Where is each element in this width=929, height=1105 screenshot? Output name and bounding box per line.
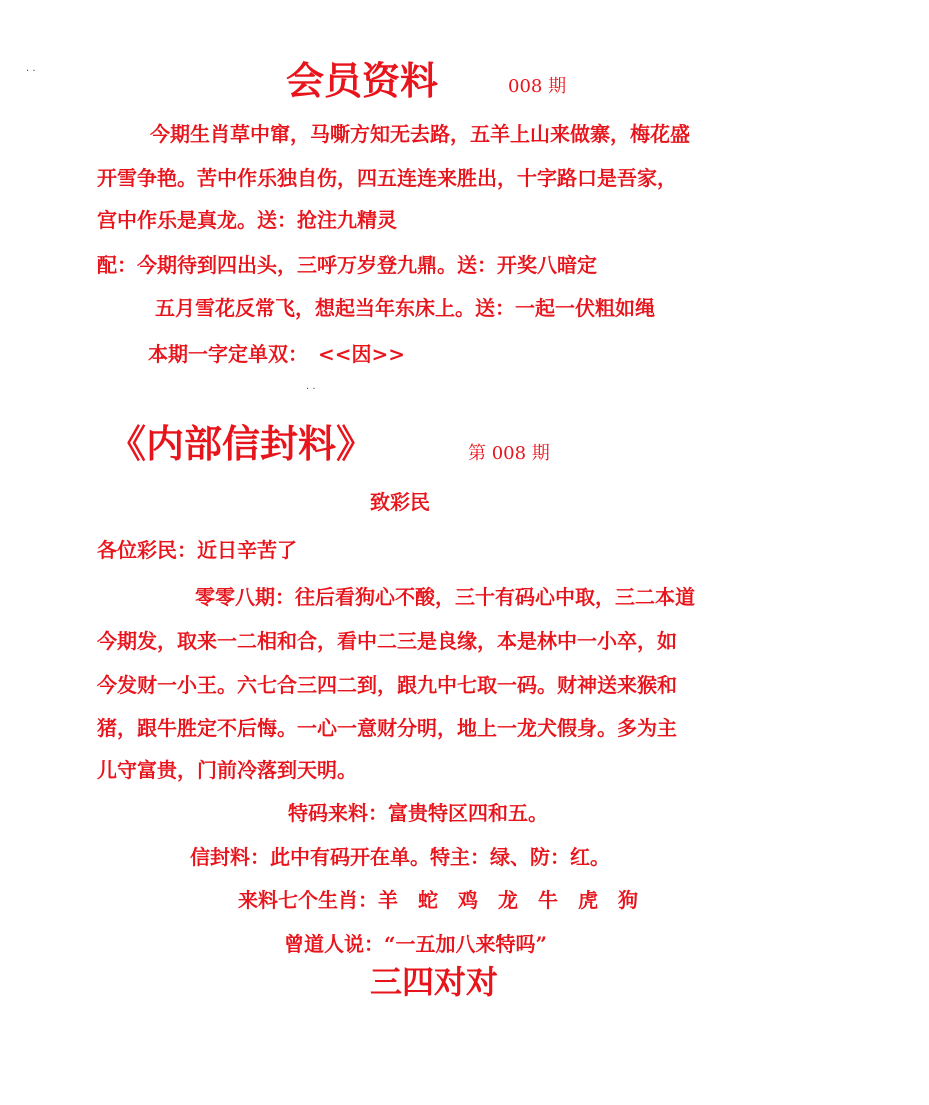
envelope-paragraph-line: 猪，跟牛胜定不后悔。一心一意财分明，地上一龙犬假身。多为主 [97,716,677,740]
member-info-issue: 008 期 [508,76,567,97]
pairing-line: 配：今期待到四出头，三呼万岁登九鼎。送：开奖八暗定 [97,253,597,277]
member-info-title: 会员资料 [286,58,439,103]
decorative-dots: · · [306,384,316,395]
envelope-paragraph-line: 今发财一小王。六七合三四二到，跟九中七取一码。财神送来猴和 [97,673,677,697]
envelope-paragraph-line: 零零八期：往后看狗心不酸，三十有码心中取，三二本道 [195,585,695,609]
envelope-paragraph-line: 儿守富贵，门前冷落到天明。 [97,758,357,782]
addressee-line: 致彩民 [370,490,430,514]
member-info-paragraph-line: 开雪争艳。苦中作乐独自伤，四五连连来胜出，十字路口是吾家， [97,166,677,190]
seven-zodiac-line: 来料七个生肖：羊 蛇 鸡 龙 牛 虎 狗 [238,888,638,912]
special-code-line: 特码来料：富贵特区四和五。 [288,801,548,825]
member-info-paragraph-line: 今期生肖草中窜，马嘶方知无去路，五羊上山来做寨，梅花盛 [150,122,690,146]
greeting-line: 各位彩民：近日辛苦了 [97,538,297,562]
single-double-line: 本期一字定单双： <<因>> [148,342,406,366]
envelope-section-issue: 第 008 期 [468,443,550,464]
pairing-line: 五月雪花反常飞，想起当年东床上。送：一起一伏粗如绳 [155,296,655,320]
envelope-paragraph-line: 今期发，取来一二相和合，看中二三是良缘，本是林中一小卒，如 [97,629,677,653]
member-info-paragraph-line: 宫中作乐是真龙。送：抢注九精灵 [97,208,397,232]
taoist-quote-line: 曾道人说：“一五加八来特吗” [284,932,548,956]
decorative-dots: · · [26,66,36,77]
final-verdict: 三四对对 [370,963,499,1001]
envelope-section-title: 《内部信封料》 [108,421,375,466]
envelope-code-line: 信封料：此中有码开在单。特主：绿、防：红。 [190,845,610,869]
